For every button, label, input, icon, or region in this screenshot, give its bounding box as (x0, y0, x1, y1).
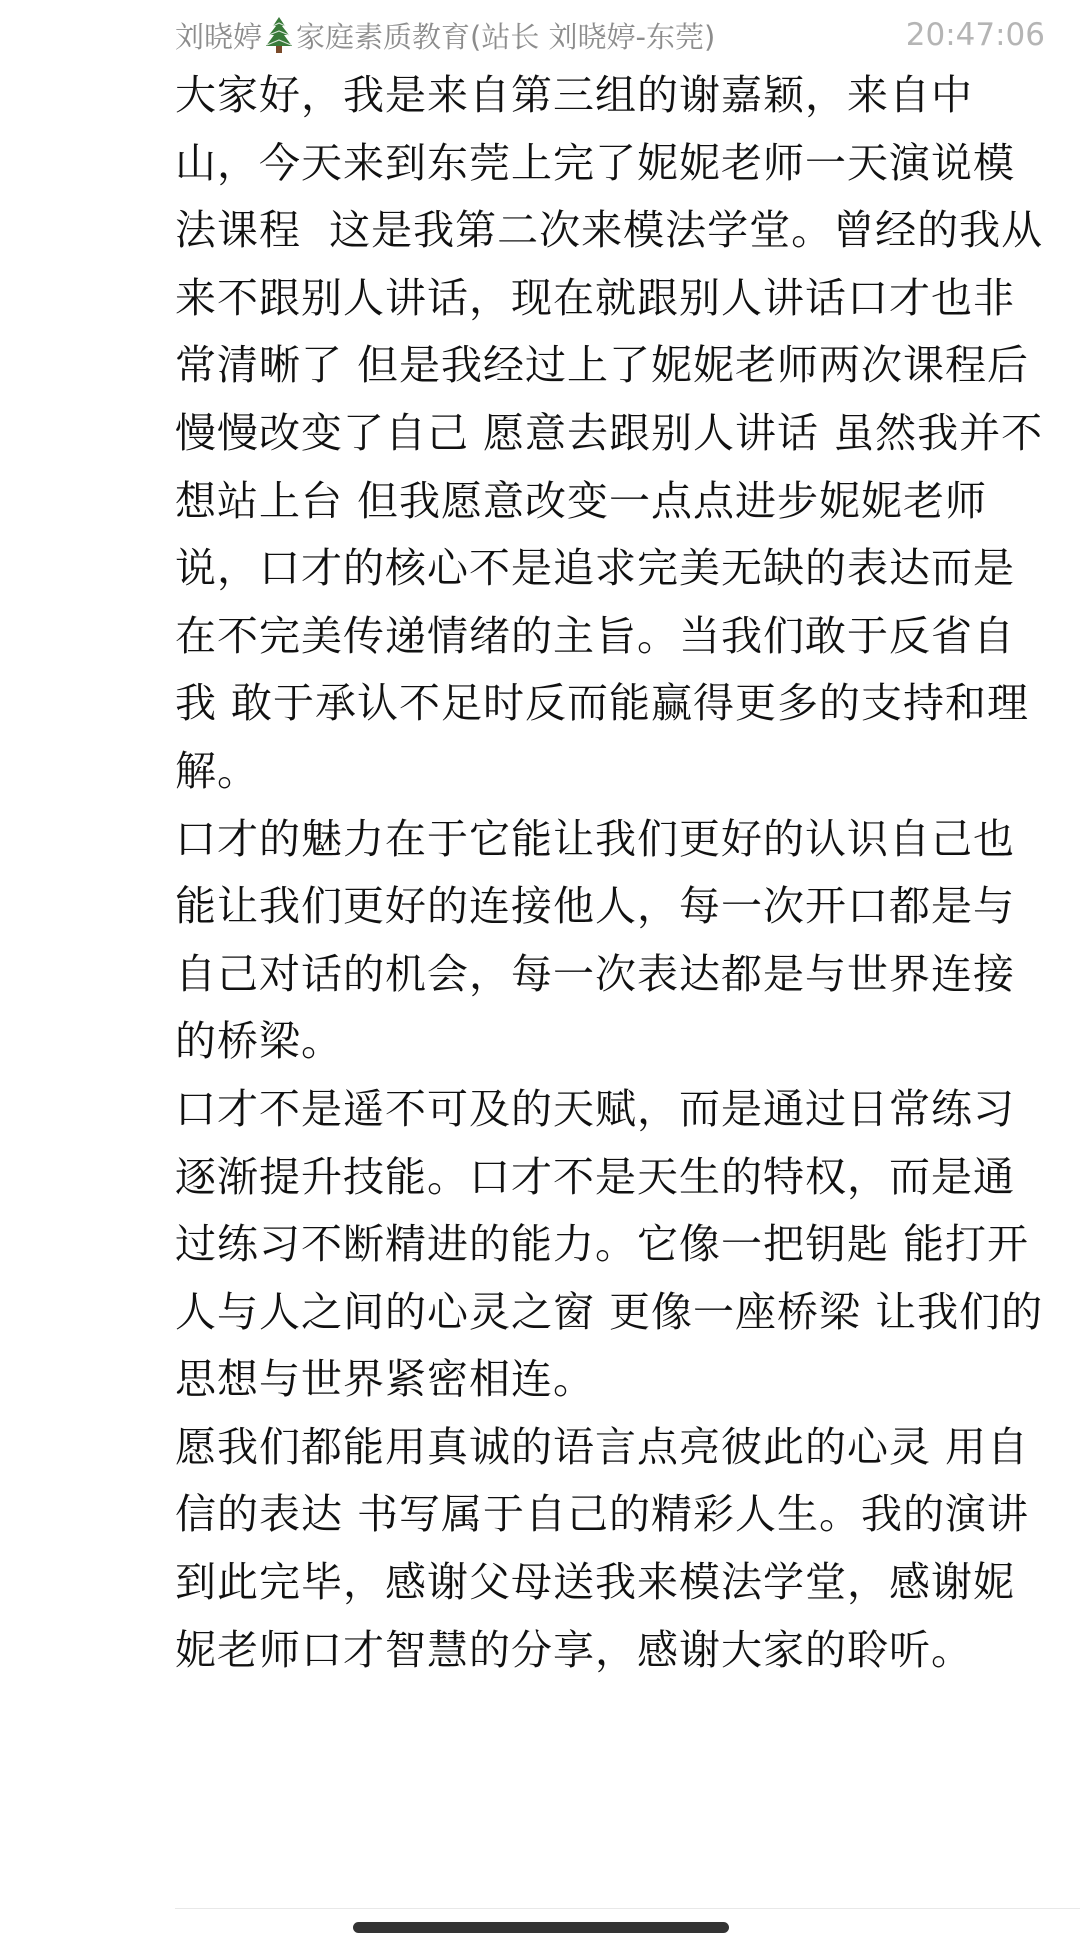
message-header (175, 12, 1045, 58)
divider (175, 1908, 1080, 1909)
message-paragraph: 口才的魅力在于它能让我们更好的认识自己也能让我们更好的连接他人，每一次开口都是与自己对话的机会，每一次表达都是与世界连接的桥梁。 (175, 814, 1015, 1066)
message-paragraph: 愿我们都能用真诚的语言点亮彼此的心灵 用自信的表达 书写属于自己的精彩人生。我的演讲到此完毕，感谢父母送我来模法学堂，感谢妮妮老师口才智慧的分享，感谢大家的聆听。 (175, 1422, 1030, 1674)
home-indicator[interactable] (353, 1922, 729, 1933)
christmas-tree-icon (264, 16, 294, 54)
sender-info[interactable] (175, 15, 715, 56)
message-paragraph: 大家好，我是来自第三组的谢嘉颖，来自中山，今天来到东莞上完了妮妮老师一天演说模法课程 这是我第二次来模法学堂。曾经的我从来不跟别人讲话，现在就跟别人讲话口才也非常清晰了 但是我经过上了妮妮老师两次课程后慢慢改变了自己 愿意去跟别人讲话 虽然我并不想站上台 但我愿意改变一点点进步妮妮老师说，口才的核心不是追求完美无缺的表达而是在不完美传递情绪的主旨。当我们敢于反省自我 敢于承认不足时反而能赢得更多的支持和理解。 (175, 71, 1044, 795)
message-body[interactable] (175, 62, 1045, 1684)
message-paragraph: 口才不是遥不可及的天赋，而是通过日常练习逐渐提升技能。口才不是天生的特权，而是通过练习不断精进的能力。它像一把钥匙 能打开人与人之间的心灵之窗 更像一座桥梁 让我们的思想与世界紧密相连。 (175, 1084, 1044, 1404)
message-timestamp: 20:47:06 (905, 17, 1045, 53)
sender-name: 刘晓婷 (175, 19, 263, 54)
sender-group: 家庭素质教育(站长 刘晓婷-东莞) (296, 19, 716, 54)
